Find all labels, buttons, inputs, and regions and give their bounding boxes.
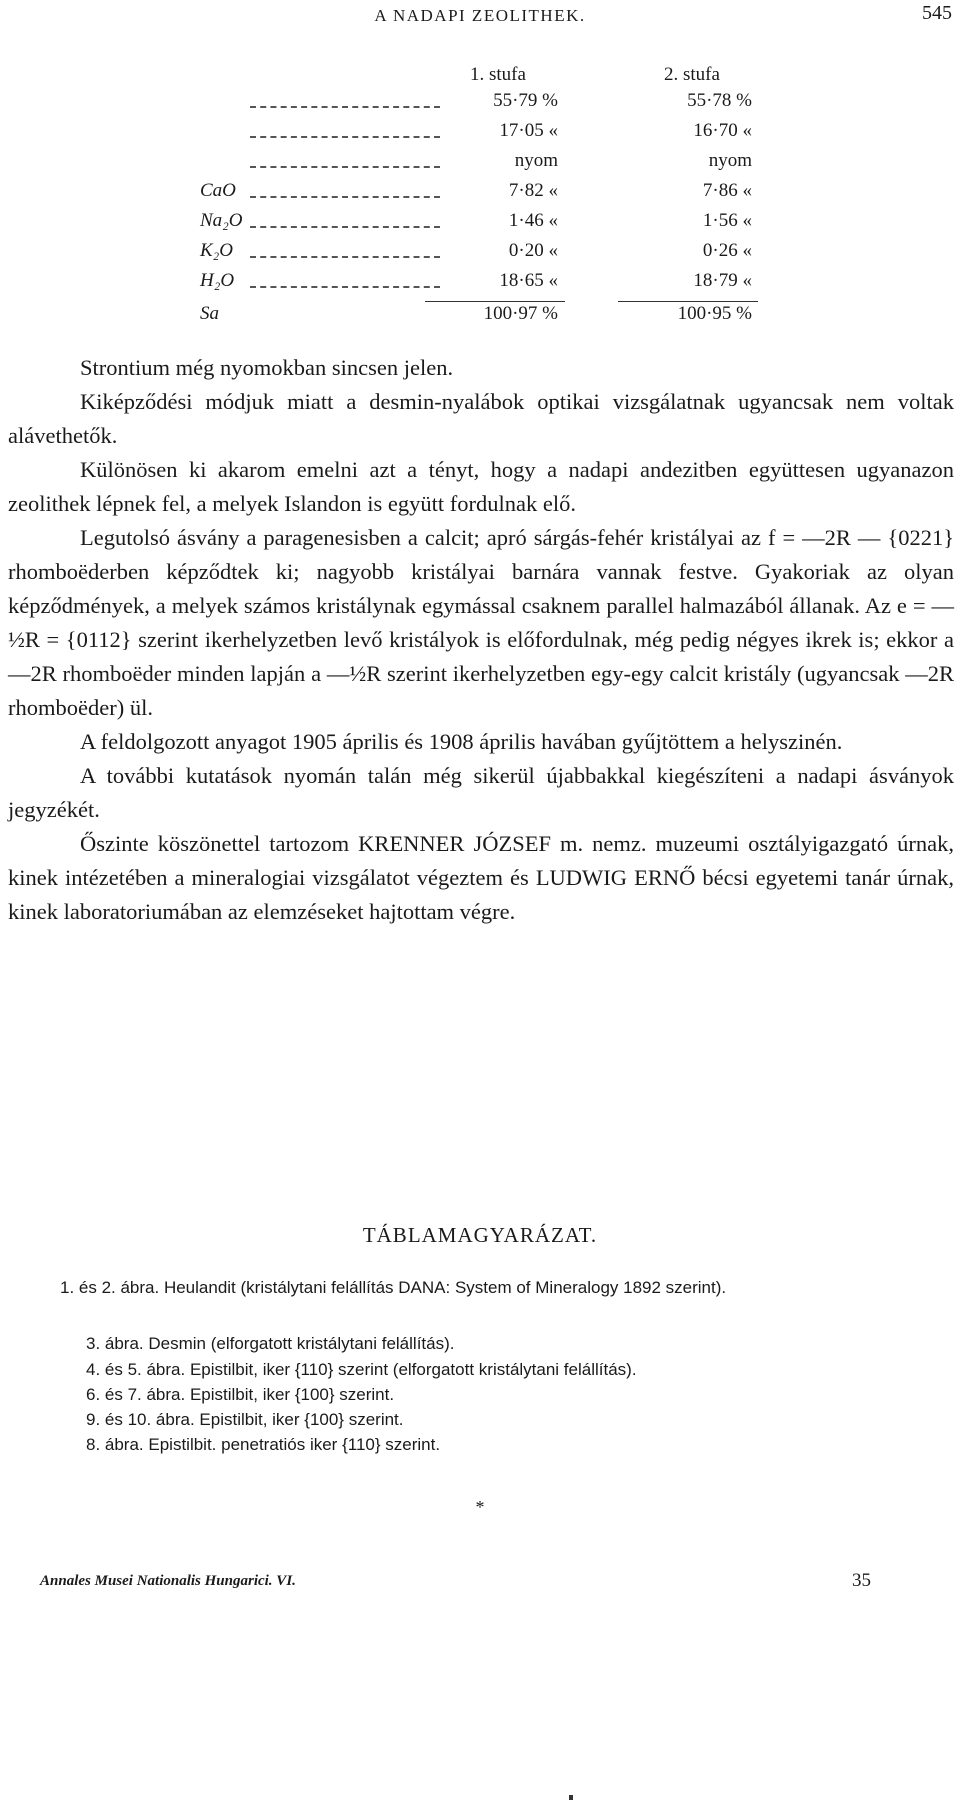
section-separator: * (475, 1497, 485, 1517)
row-label: CaO (200, 180, 236, 201)
plate-caption: 3. ábra. Desmin (elforgatott kristálytani felállítás). (86, 1334, 455, 1353)
plate-caption: 4. és 5. ábra. Epistilbit, iker {110} szerint (elforgatott kristálytani felállítás). (86, 1360, 637, 1379)
body-text (8, 351, 954, 929)
table-row (0, 240, 960, 270)
value-stufa-1: 0·20 « (508, 240, 558, 261)
sum-stufa-2: 100·95 % (677, 303, 752, 324)
paragraph: Különösen ki akarom emelni azt a tényt, hogy a nadapi andezitben együttesen ugyanazon zeolithek lépnek fel, a melyek Islandon is együtt fordulnak elő. (8, 457, 954, 516)
table-row (0, 180, 960, 210)
sum-stufa-1: 100·97 % (483, 303, 558, 324)
paragraph: Strontium még nyomokban sincsen jelen. (80, 355, 454, 380)
value-stufa-2: 7·86 « (702, 180, 752, 201)
leader-dots (250, 256, 440, 258)
sum-label: Sa (200, 303, 219, 324)
value-stufa-2: 55·78 % (687, 90, 752, 111)
plate-caption: 6. és 7. ábra. Epistilbit, iker {100} szerint. (86, 1385, 395, 1404)
value-stufa-2: 1·56 « (702, 210, 752, 231)
column-header-stufa-1: 1. stufa (470, 64, 526, 85)
table-row (0, 210, 960, 240)
row-label: K₂O (200, 240, 233, 261)
value-stufa-1: 18·65 « (499, 270, 558, 291)
leader-dots (250, 166, 440, 168)
table-row (0, 270, 960, 300)
running-header: A NADAPI ZEOLITHEK. (374, 6, 586, 25)
table-row (0, 90, 960, 120)
plate-caption: 9. és 10. ábra. Epistilbit, iker {100} szerint. (86, 1410, 404, 1429)
value-stufa-2: nyom (708, 150, 752, 171)
column-header-stufa-2: 2. stufa (664, 64, 720, 85)
value-stufa-1: 1·46 « (508, 210, 558, 231)
paragraph: A feldolgozott anyagot 1905 április és 1908 április havában gyűjtöttem a helyszinén. (80, 729, 843, 754)
value-stufa-2: 0·26 « (702, 240, 752, 261)
row-label: H₂O (200, 270, 235, 291)
print-speck (569, 1795, 573, 1800)
plates-heading: TÁBLAMAGYARÁZAT. (362, 1223, 598, 1247)
journal-footer: Annales Musei Nationalis Hungarici. VI. (40, 1573, 296, 1589)
page-number: 545 (922, 2, 952, 24)
row-label: Na₂O (200, 210, 243, 231)
value-stufa-1: 17·05 « (499, 120, 558, 141)
leader-dots (250, 136, 440, 138)
table-row (0, 150, 960, 180)
sum-rule-stufa-2 (618, 301, 758, 302)
paragraph: Őszinte köszönettel tartozom KRENNER JÓZSEF m. nemz. muzeumi osztályigazgató úrnak, kinek intézetében a mineralogiai vizsgálatot végeztem és LUDWIG ERNŐ bécsi egyetemi tanár úrnak, kinek laboratoriumában az elemzéseket hajtottam végre. (8, 831, 954, 924)
leader-dots (250, 196, 440, 198)
value-stufa-1: 7·82 « (508, 180, 558, 201)
analysis-table (0, 0, 960, 330)
value-stufa-2: 18·79 « (693, 270, 752, 291)
value-stufa-1: 55·79 % (493, 90, 558, 111)
table-sum-row (0, 303, 960, 333)
leader-dots (250, 226, 440, 228)
table-row (0, 120, 960, 150)
plate-caption: 1. és 2. ábra. Heulandit (kristálytani felállítás DANA: System of Mineralogy 1892 szerint). (60, 1278, 727, 1297)
sheet-number: 35 (852, 1570, 871, 1591)
value-stufa-1: nyom (514, 150, 558, 171)
value-stufa-2: 16·70 « (693, 120, 752, 141)
sum-rule-stufa-1 (425, 301, 565, 302)
leader-dots (250, 106, 440, 108)
leader-dots (250, 286, 440, 288)
plate-caption: 8. ábra. Epistilbit. penetratiós iker {110} szerint. (86, 1435, 441, 1454)
paragraph: Legutolsó ásvány a paragenesisben a calcit; apró sárgás-fehér kristályai az f = —2R — {0221} rhomboëderben képződtek ki; nagyobb kristályai barnára vannak festve. Gyakoriak az olyan képződmények, a melyek számos kristálynak egymással csaknem parallel halmazából állanak. Az e = —½R = {0112} szerint ikerhelyzetben levő kristályok is előfordulnak, még pedig négyes ikrek is; ekkor a —2R rhomboëder minden lapján a —½R szerint ikerhelyzetben egy-egy calcit kristály (ugyancsak —2R rhomboëder) ül. (8, 525, 954, 720)
paragraph: Kiképződési módjuk miatt a desmin-nyalábok optikai vizsgálatnak ugyancsak nem voltak alávethetők. (8, 389, 954, 448)
paragraph: A további kutatások nyomán talán még sikerül újabbakkal kiegészíteni a nadapi ásványok jegyzékét. (8, 763, 954, 822)
